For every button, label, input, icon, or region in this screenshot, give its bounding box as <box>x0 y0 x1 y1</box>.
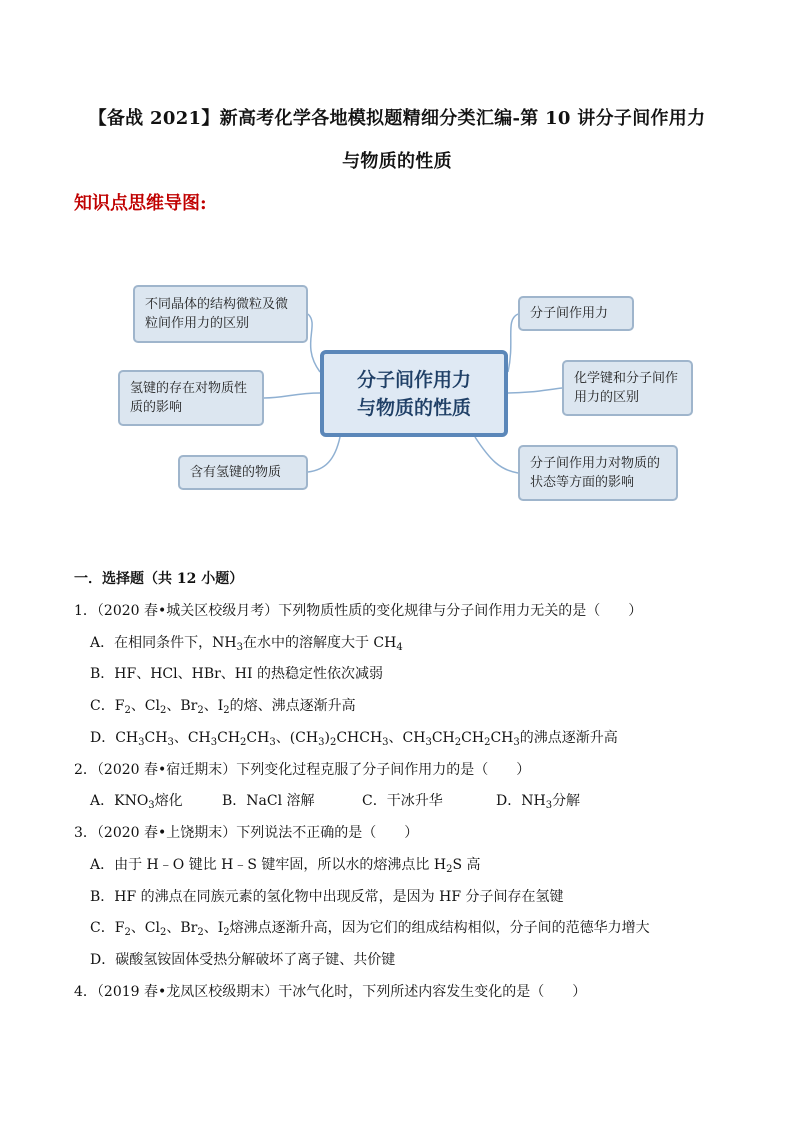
connector-left-1 <box>308 314 320 372</box>
question-2-stem: 2．（2020 春•宿迁期末）下列变化过程克服了分子间作用力的是（ ） <box>74 762 531 778</box>
question-1-stem: 1．（2020 春•城关区校级月考）下列物质性质的变化规律与分子间作用力无关的是（ ） <box>74 603 643 619</box>
question-4-stem: 4．（2019 春•龙凤区校级期末）干冰气化时，下列所述内容发生变化的是（ ） <box>74 984 587 1000</box>
question-3-option-d: D．碳酸氢铵固体受热分解破坏了离子键、共价键 <box>90 952 396 968</box>
mindmap-node-bond-vs-force: 化学键和分子间作用力的区别 <box>562 360 693 416</box>
question-3-stem: 3．（2020 春•上饶期末）下列说法不正确的是（ ） <box>74 825 419 841</box>
connector-right-3 <box>475 437 518 473</box>
connector-left-2 <box>264 393 320 398</box>
mindmap-node-crystal-structure: 不同晶体的结构微粒及微粒间作用力的区别 <box>133 285 308 343</box>
mindmap-section-label: 知识点思维导图: <box>74 193 207 214</box>
mindmap-node-hydrogen-bond-effect: 氢键的存在对物质性质的影响 <box>118 370 264 426</box>
question-2-option-b: B．NaCl 溶解 <box>222 793 315 809</box>
document-title-line2: 与物质的性质 <box>342 151 452 172</box>
question-2-option-a: A．$KNO_3$熔化 <box>90 793 183 811</box>
document-title-line1: 【备战 2021】新高考化学各地模拟题精细分类汇编-第 10 讲分子间作用力 <box>88 108 706 129</box>
mindmap-node-intermolecular-force: 分子间作用力 <box>518 296 634 331</box>
question-3-option-c: C．$F_2$、$Cl_2$、$Br_2$、$I_2$熔沸点逐渐升高，因为它们的组成结构相似，分子间的范德华力增大 <box>90 920 650 938</box>
section-heading: 一．选择题（共 12 小题） <box>74 571 244 587</box>
question-1-option-c: C．$F_2$、$Cl_2$、$Br_2$、$I_2$的熔、沸点逐渐升高 <box>90 698 356 716</box>
mindmap-node-state-effect: 分子间作用力对物质的状态等方面的影响 <box>518 445 678 501</box>
question-1-option-d: D．$CH_3CH_3$、$CH_3CH_2CH_3$、$(CH_3)_2CHCH_3$、$CH_3CH_2CH_2CH_3$的沸点逐渐升高 <box>90 730 618 748</box>
question-1-option-a: A．在相同条件下，$NH_3$在水中的溶解度大于 $CH_4$ <box>90 635 403 653</box>
question-2-option-d: D．$NH_3$分解 <box>496 793 581 811</box>
connector-left-3 <box>308 437 340 472</box>
question-3-option-b: B．HF 的沸点在同族元素的氢化物中出现反常，是因为 HF 分子间存在氢键 <box>90 889 564 905</box>
mindmap-node-hydrogen-bond-substances: 含有氢键的物质 <box>178 455 308 490</box>
connector-right-1 <box>508 314 518 372</box>
question-2-option-c: C．干冰升华 <box>362 793 443 809</box>
question-1-option-b: B．HF、HCl、HBr、HI 的热稳定性依次减弱 <box>90 666 383 682</box>
question-3-option-a: A．由于 H﹣O 键比 H﹣S 键牢固，所以水的熔沸点比 $H_2S$ 高 <box>90 857 481 875</box>
connector-right-2 <box>508 388 562 393</box>
mindmap-center-node: 分子间作用力 与物质的性质 <box>320 350 508 437</box>
